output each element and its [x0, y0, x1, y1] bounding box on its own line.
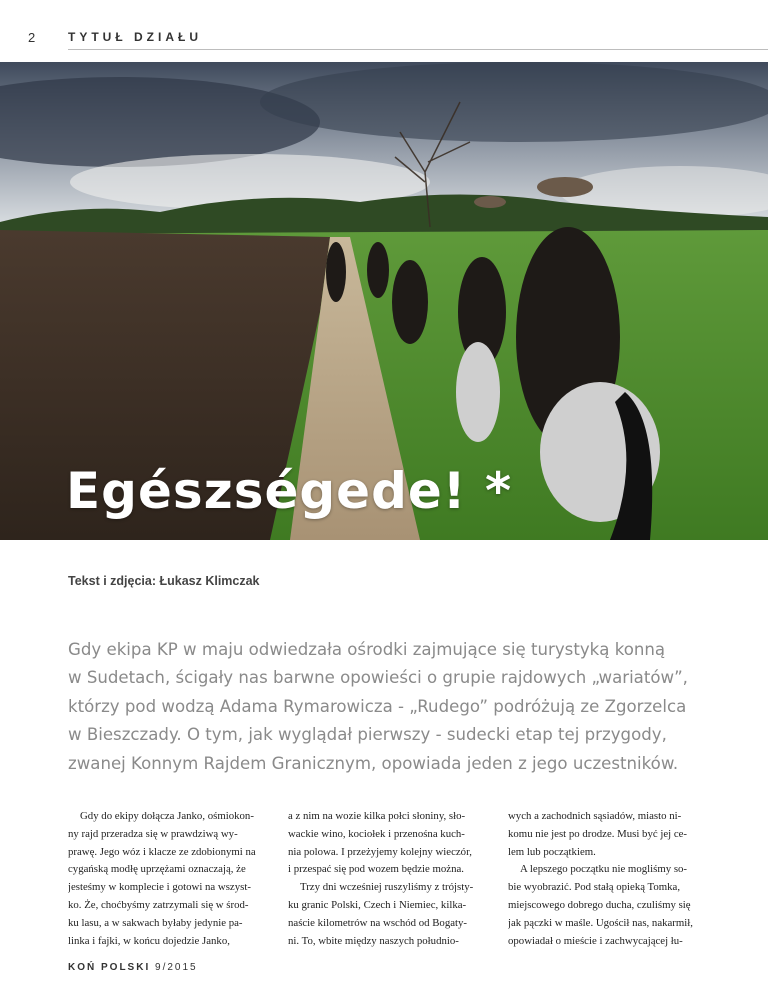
- lead-line: w Bieszczady. O tym, jak wyglądał pierwszy - sudecki etap tej przygody,: [68, 725, 667, 745]
- lead-line: którzy pod wodzą Adama Rymarowicza - „Rudego” podróżują ze Zgorzelca: [68, 696, 687, 716]
- body-line: ny rajd przeradza się w prawdziwą wy-: [68, 827, 238, 840]
- body-line: ku lasu, a w sakwach byłaby jedynie pa-: [68, 916, 243, 929]
- body-line: nia polowa. I przeżyjemy kolejny wieczór,: [288, 845, 472, 858]
- body-line: a z nim na wozie kilka połci słoniny, sło-: [288, 810, 466, 822]
- body-line: linka i fajki, w końcu dojedzie Janko,: [68, 934, 230, 947]
- body-line: naście kilometrów na wschód od Bogaty-: [288, 916, 468, 929]
- header-rule: [68, 49, 768, 50]
- page-footer: [68, 962, 198, 973]
- section-title: TYTUŁ DZIAŁU: [68, 30, 202, 44]
- article-lead: [68, 636, 718, 778]
- body-line: Gdy do ekipy dołącza Janko, ośmiokon-: [80, 810, 254, 822]
- article-headline: Egészségede! *: [66, 462, 513, 520]
- body-column-2: [288, 808, 490, 950]
- body-line: ko. Że, choćbyśmy zatrzymali się w środ-: [68, 898, 249, 911]
- lead-line: Gdy ekipa KP w maju odwiedzała ośrodki zajmujące się turystyką konną: [68, 640, 666, 659]
- body-line: komu nie jest po drodze. Musi być jej ce-: [508, 827, 688, 840]
- body-column-3: [508, 808, 710, 950]
- author-credit: Tekst i zdjęcia: Łukasz Klimczak: [68, 574, 260, 588]
- body-line: ku granic Polski, Czech i Niemiec, kilka-: [288, 898, 467, 911]
- body-column-1: [68, 808, 270, 950]
- body-line: jesteśmy w komplecie i gotowi na wszyst-: [68, 881, 251, 894]
- body-line: wackie wino, kociołek i przenośna kuch-: [288, 827, 465, 840]
- page-number: 2: [28, 30, 36, 45]
- body-line: bie wyobrazić. Pod stałą opieką Tomka,: [508, 881, 681, 894]
- body-line: jak pączki w maśle. Ugościł nas, nakarmił,: [508, 916, 693, 929]
- body-line: cygańską modłę uprzężami oznaczają, że: [68, 863, 246, 876]
- body-line: i przespać się pod wozem będzie można.: [288, 863, 464, 876]
- page-header: [0, 0, 768, 56]
- lead-line: w Sudetach, ścigały nas barwne opowieści o grupie rajdowych „wariatów”,: [68, 668, 688, 688]
- body-line: A lepszego początku nie mogliśmy so-: [520, 863, 688, 876]
- body-line: prawę. Jego wóz i klacze ze zdobionymi na: [68, 845, 256, 858]
- body-line: Trzy dni wcześniej ruszyliśmy z trójsty-: [300, 881, 474, 894]
- magazine-name: KOŃ POLSKI: [68, 962, 151, 973]
- body-line: ni. To, wbite między naszych południo-: [288, 934, 459, 947]
- lead-line: zwanej Konnym Rajdem Granicznym, opowiada jeden z jego uczestników.: [68, 753, 679, 773]
- body-line: miejscowego dobrego ducha, czuliśmy się: [508, 898, 691, 911]
- body-line: lem lub początkiem.: [508, 845, 596, 858]
- issue-number: 9/2015: [155, 962, 198, 973]
- body-line: opowiadał o mieście i zachwycającej łu-: [508, 934, 683, 947]
- body-line: wych a zachodnich sąsiadów, miasto ni-: [508, 810, 682, 822]
